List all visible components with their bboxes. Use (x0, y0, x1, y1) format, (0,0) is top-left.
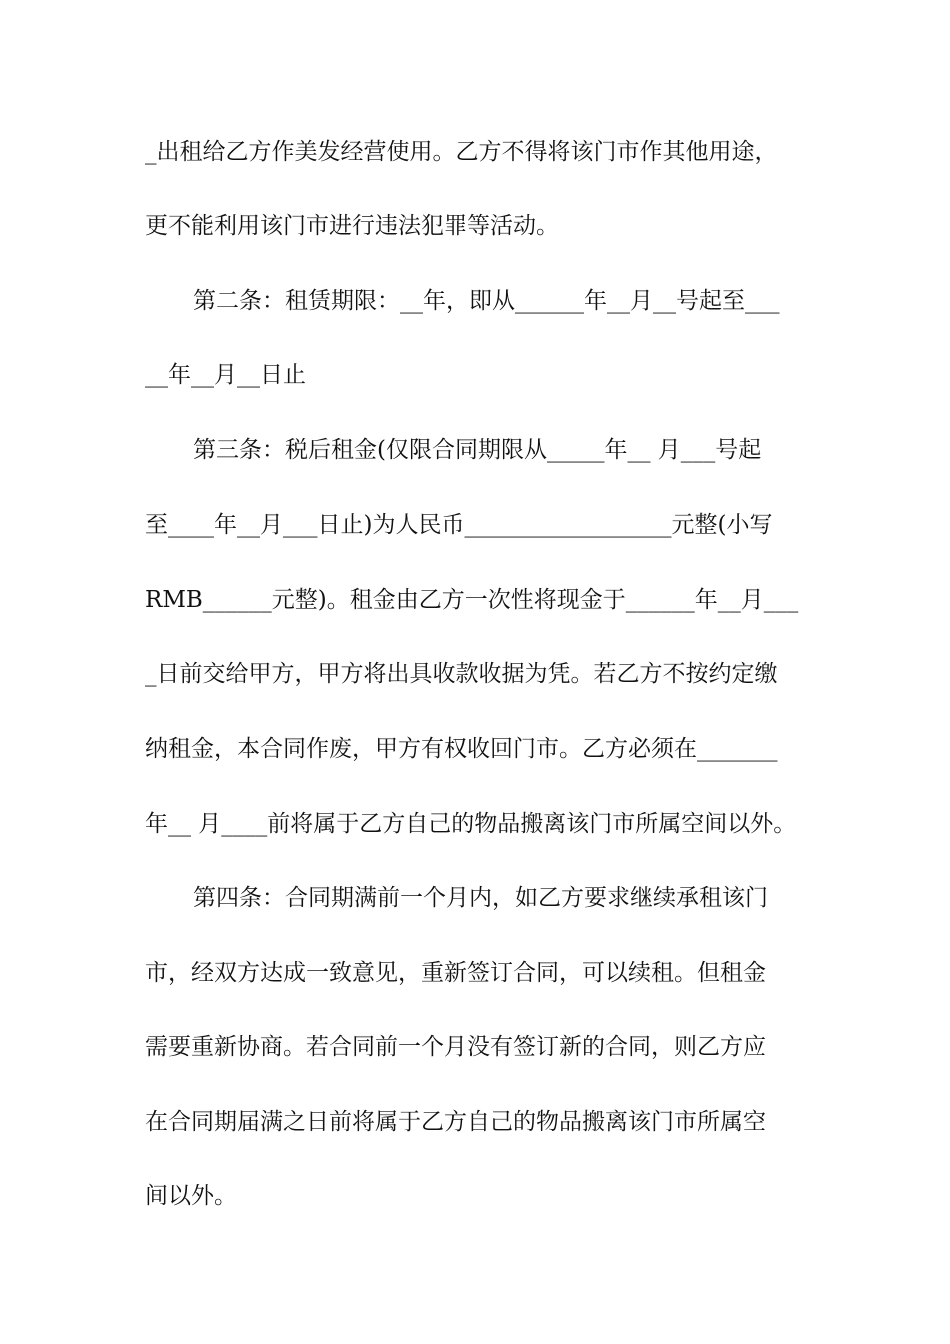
clause-2-heading-line: 第二条：租赁期限：__年，即从______年__月__号起至___ (193, 288, 780, 314)
text-line: 间以外。 (145, 1183, 237, 1209)
text-line: 至____年__月___日止)为人民币__________________元整(小写 (145, 512, 773, 538)
text-line: 纳租金，本合同作废，甲方有权收回门市。乙方必须在_______ (145, 736, 778, 762)
text-line: 在合同期届满之日前将属于乙方自己的物品搬离该门市所属空 (145, 1109, 766, 1135)
clause-3-heading-line: 第三条：税后租金(仅限合同期限从_____年__ 月___号起 (193, 437, 762, 463)
text-line: 更不能利用该门市进行违法犯罪等活动。 (145, 213, 559, 239)
text-line: 需要重新协商。若合同前一个月没有签订新的合同，则乙方应 (145, 1034, 766, 1060)
text-line: __年__月__日止 (145, 362, 306, 388)
text-line: _出租给乙方作美发经营使用。乙方不得将该门市作其他用途， (145, 139, 778, 165)
text-line: RMB______元整)。租金由乙方一次性将现金于______年__月___ (145, 587, 799, 613)
clause-4-heading-line: 第四条：合同期满前一个月内，如乙方要求继续承租该门 (193, 885, 768, 911)
text-line: 年__ 月____前将属于乙方自己的物品搬离该门市所属空间以外。 (145, 811, 797, 837)
text-line: _日前交给甲方，甲方将出具收款收据为凭。若乙方不按约定缴 (145, 661, 778, 687)
text-line: 市，经双方达成一致意见，重新签订合同，可以续租。但租金 (145, 960, 766, 986)
